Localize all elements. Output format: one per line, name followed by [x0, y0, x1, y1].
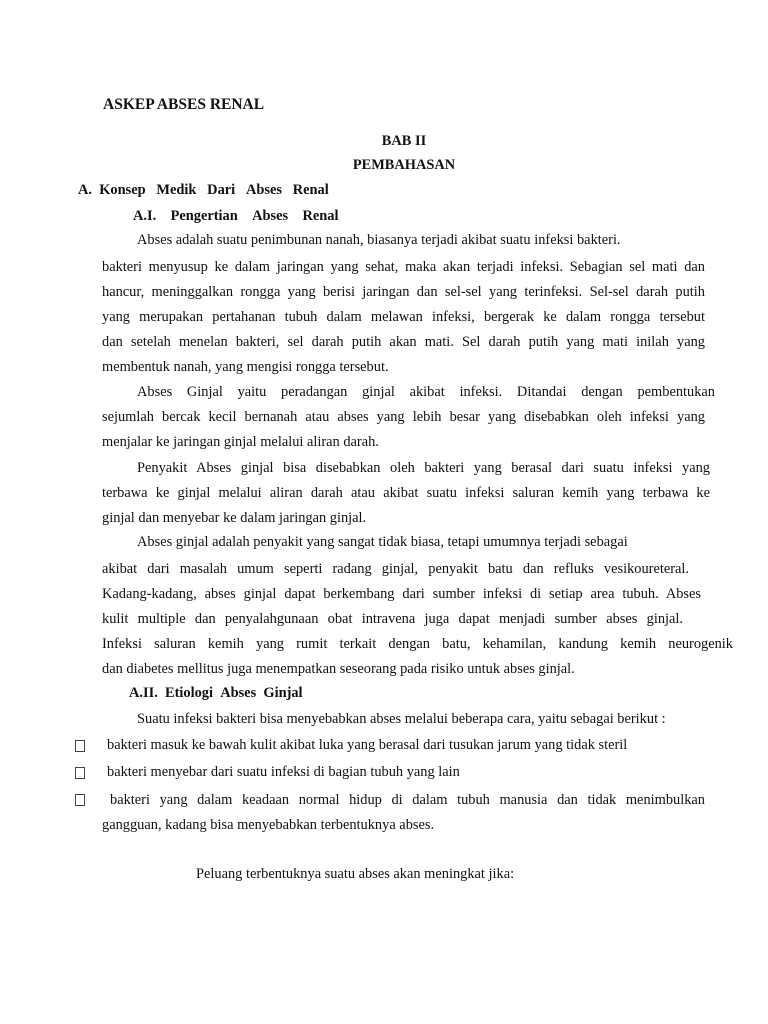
paragraph-line: terbawa ke ginjal melalui aliran darah atau akibat suatu infeksi saluran kemih yang terbawa ke: [102, 485, 710, 501]
paragraph-line: dan diabetes mellitus juga menempatkan seseorang pada risiko untuk abses ginjal.: [102, 661, 575, 677]
paragraph-line: Infeksi saluran kemih yang rumit terkait dengan batu, kehamilan, kandung kemih neurogenik: [102, 636, 733, 652]
paragraph-line: kulit multiple dan penyalahgunaan obat intravena juga dapat menjadi sumber abses ginjal.: [102, 611, 683, 627]
list-item-continuation: gangguan, kadang bisa menyebabkan terbentuknya abses.: [102, 817, 435, 833]
paragraph-line: sejumlah bercak kecil bernanah atau abses yang lebih besar yang disebabkan oleh infeksi yang: [102, 409, 705, 425]
paragraph-line: Kadang-kadang, abses ginjal dapat berkembang dari sumber infeksi di setiap area tubuh. Abses: [102, 586, 701, 602]
section-a-heading: [78, 182, 329, 199]
chapter-title: PEMBAHASAN: [352, 157, 456, 173]
section-a-word: Dari: [207, 182, 236, 198]
subsection-a2-word: Etiologi: [165, 685, 213, 701]
closing-statement: Peluang terbentuknya suatu abses akan meningkat jika:: [196, 866, 515, 882]
subsection-a1-marker: A.I.: [133, 208, 157, 224]
list-item: bakteri menyebar dari suatu infeksi di bagian tubuh yang lain: [107, 764, 460, 780]
chapter-label: BAB II: [381, 133, 427, 149]
section-a-word: Renal: [292, 182, 329, 198]
paragraph-line: Abses adalah suatu penimbunan nanah, biasanya terjadi akibat suatu infeksi bakteri.: [137, 232, 621, 248]
subsection-a1-heading: [133, 208, 338, 225]
paragraph-etiology-intro: Suatu infeksi bakteri bisa menyebabkan abses melalui beberapa cara, yaitu sebagai berikut :: [137, 711, 666, 727]
paragraph-line: akibat dari masalah umum seperti radang ginjal, penyakit batu dan refluks vesikoureteral.: [102, 561, 689, 577]
bullet-box-icon: [75, 767, 85, 779]
section-a-word: Abses: [245, 182, 282, 198]
section-a-word: Konsep: [99, 182, 146, 198]
paragraph-line: yang merupakan pertahanan tubuh dalam melawan infeksi, bergerak ke dalam rongga tersebut: [102, 309, 705, 325]
paragraph-line: Abses ginjal adalah penyakit yang sangat tidak biasa, tetapi umumnya terjadi sebagai: [137, 534, 628, 550]
paragraph-line: menjalar ke jaringan ginjal melalui aliran darah.: [102, 434, 379, 450]
paragraph-line: membentuk nanah, yang mengisi rongga tersebut.: [102, 359, 389, 375]
document-title: ASKEP ABSES RENAL: [103, 96, 265, 113]
bullet-box-icon: [75, 740, 85, 752]
subsection-a2-word: Ginjal: [263, 685, 303, 701]
paragraph-line: Abses Ginjal yaitu peradangan ginjal akibat infeksi. Ditandai dengan pembentukan: [137, 384, 715, 400]
subsection-a1-word: Pengertian: [170, 208, 238, 224]
list-item: bakteri yang dalam keadaan normal hidup di dalam tubuh manusia dan tidak menimbulkan: [110, 792, 705, 808]
subsection-a1-word: Renal: [302, 208, 339, 224]
section-a-marker: A.: [78, 182, 92, 198]
list-item: bakteri masuk ke bawah kulit akibat luka yang berasal dari tusukan jarum yang tidak steril: [107, 737, 628, 753]
bullet-box-icon: [75, 794, 85, 806]
subsection-a1-word: Abses: [252, 208, 289, 224]
paragraph-line: Penyakit Abses ginjal bisa disebabkan oleh bakteri yang berasal dari suatu infeksi yang: [137, 460, 710, 476]
paragraph-line: bakteri menyusup ke dalam jaringan yang sehat, maka akan terjadi infeksi. Sebagian sel mati dan: [102, 259, 705, 275]
subsection-a2-heading: [129, 685, 303, 702]
paragraph-line: hancur, meninggalkan rongga yang berisi jaringan dan sel-sel yang terinfeksi. Sel-sel darah putih: [102, 284, 705, 300]
paragraph-line: dan setelah menelan bakteri, sel darah putih akan mati. Sel darah putih yang mati inilah yang: [102, 334, 705, 350]
section-a-word: Medik: [156, 182, 197, 198]
subsection-a2-marker: A.II.: [129, 685, 158, 701]
subsection-a2-word: Abses: [220, 685, 257, 701]
paragraph-line: ginjal dan menyebar ke dalam jaringan ginjal.: [102, 510, 367, 526]
